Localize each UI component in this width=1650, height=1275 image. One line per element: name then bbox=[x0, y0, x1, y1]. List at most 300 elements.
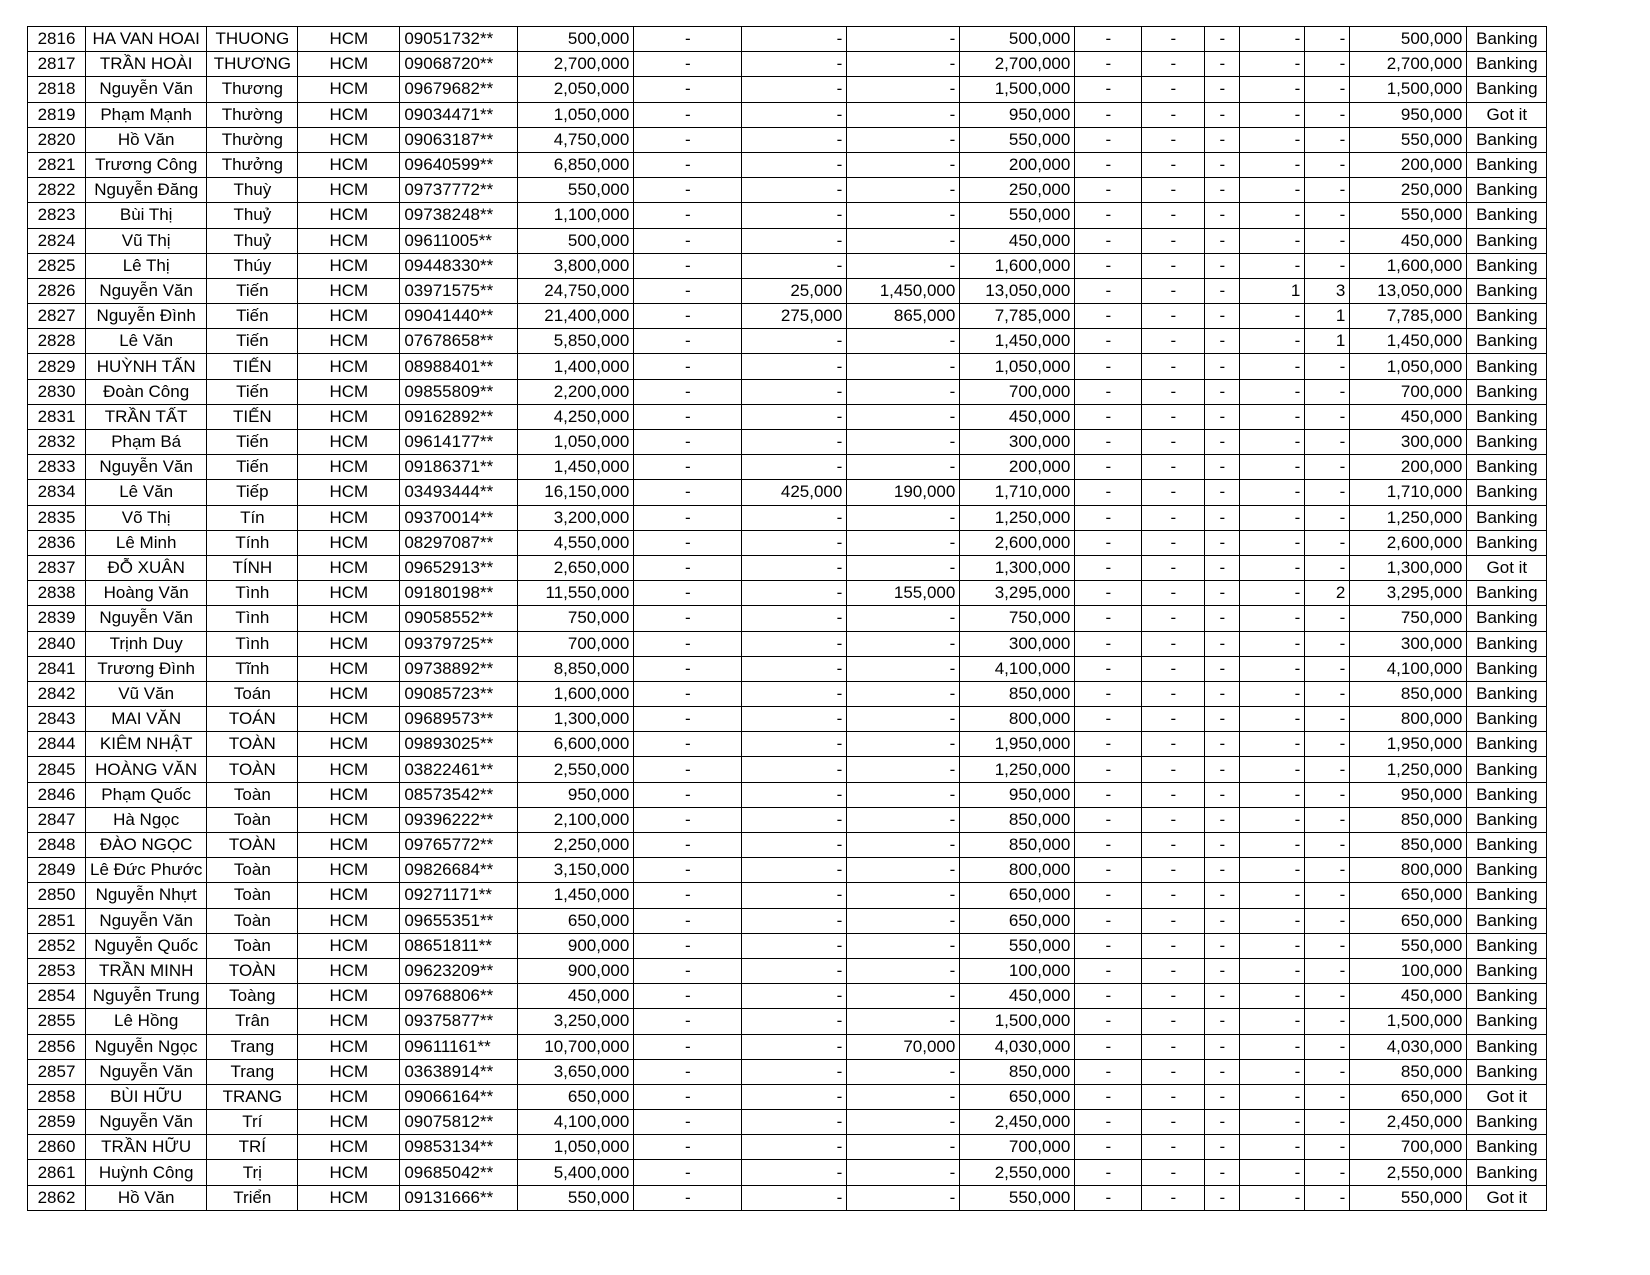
col-m-cell: - bbox=[1205, 1160, 1240, 1185]
payable-cell: 300,000 bbox=[960, 631, 1075, 656]
total-cell: 100,000 bbox=[1350, 958, 1467, 983]
col-k-cell: - bbox=[1075, 404, 1142, 429]
col-i-cell: - bbox=[847, 354, 960, 379]
col-k-cell: - bbox=[1075, 1009, 1142, 1034]
col-m-cell: - bbox=[1205, 1009, 1240, 1034]
payable-cell: 1,250,000 bbox=[960, 757, 1075, 782]
col-h-cell: - bbox=[742, 732, 847, 757]
total-cell: 850,000 bbox=[1350, 807, 1467, 832]
total-cell: 450,000 bbox=[1350, 404, 1467, 429]
col-i-cell: - bbox=[847, 430, 960, 455]
col-n-cell: - bbox=[1240, 958, 1305, 983]
amount-cell: 2,650,000 bbox=[518, 555, 634, 580]
col-g-cell: - bbox=[634, 505, 742, 530]
table-row bbox=[28, 707, 1547, 732]
city-cell: HCM bbox=[298, 52, 400, 77]
phone-cell: 09370014** bbox=[400, 505, 518, 530]
city-cell: HCM bbox=[298, 555, 400, 580]
col-n-cell: - bbox=[1240, 480, 1305, 505]
payment-method-cell: Banking bbox=[1467, 480, 1547, 505]
col-m-cell: - bbox=[1205, 505, 1240, 530]
col-o-cell: - bbox=[1305, 102, 1350, 127]
col-k-cell: - bbox=[1075, 732, 1142, 757]
col-n-cell: - bbox=[1240, 379, 1305, 404]
payable-cell: 950,000 bbox=[960, 102, 1075, 127]
phone-cell: 09655351** bbox=[400, 908, 518, 933]
col-g-cell: - bbox=[634, 1034, 742, 1059]
col-o-cell: - bbox=[1305, 253, 1350, 278]
col-o-cell: - bbox=[1305, 27, 1350, 52]
col-k-cell: - bbox=[1075, 555, 1142, 580]
col-h-cell: - bbox=[742, 178, 847, 203]
amount-cell: 3,150,000 bbox=[518, 858, 634, 883]
stt-cell: 2829 bbox=[28, 354, 86, 379]
amount-cell: 21,400,000 bbox=[518, 304, 634, 329]
col-i-cell: - bbox=[847, 1135, 960, 1160]
stt-cell: 2858 bbox=[28, 1084, 86, 1109]
surname-cell: Trương Đình bbox=[86, 656, 207, 681]
total-cell: 550,000 bbox=[1350, 203, 1467, 228]
col-o-cell: - bbox=[1305, 858, 1350, 883]
col-h-cell: - bbox=[742, 581, 847, 606]
col-m-cell: - bbox=[1205, 883, 1240, 908]
col-n-cell: - bbox=[1240, 555, 1305, 580]
payment-method-cell: Got it bbox=[1467, 555, 1547, 580]
surname-cell: Nguyễn Đình bbox=[86, 304, 207, 329]
total-cell: 950,000 bbox=[1350, 782, 1467, 807]
col-k-cell: - bbox=[1075, 883, 1142, 908]
phone-cell: 09738892** bbox=[400, 656, 518, 681]
total-cell: 200,000 bbox=[1350, 152, 1467, 177]
col-o-cell: 1 bbox=[1305, 329, 1350, 354]
col-k-cell: - bbox=[1075, 681, 1142, 706]
col-h-cell: - bbox=[742, 757, 847, 782]
col-i-cell: - bbox=[847, 329, 960, 354]
col-h-cell: - bbox=[742, 681, 847, 706]
table-row bbox=[28, 127, 1547, 152]
col-h-cell: 25,000 bbox=[742, 278, 847, 303]
given-name-cell: Toàn bbox=[207, 883, 298, 908]
col-l-cell: - bbox=[1142, 606, 1205, 631]
col-g-cell: - bbox=[634, 253, 742, 278]
col-l-cell: - bbox=[1142, 1084, 1205, 1109]
col-m-cell: - bbox=[1205, 1084, 1240, 1109]
table-row bbox=[28, 1135, 1547, 1160]
payable-cell: 950,000 bbox=[960, 782, 1075, 807]
phone-cell: 09893025** bbox=[400, 732, 518, 757]
table-row bbox=[28, 178, 1547, 203]
col-o-cell: - bbox=[1305, 505, 1350, 530]
given-name-cell: THUONG bbox=[207, 27, 298, 52]
payment-method-cell: Banking bbox=[1467, 203, 1547, 228]
col-k-cell: - bbox=[1075, 1110, 1142, 1135]
amount-cell: 3,650,000 bbox=[518, 1059, 634, 1084]
amount-cell: 16,150,000 bbox=[518, 480, 634, 505]
col-i-cell: - bbox=[847, 455, 960, 480]
col-i-cell: - bbox=[847, 505, 960, 530]
payable-cell: 650,000 bbox=[960, 908, 1075, 933]
table-row bbox=[28, 253, 1547, 278]
col-k-cell: - bbox=[1075, 656, 1142, 681]
table-row bbox=[28, 77, 1547, 102]
col-l-cell: - bbox=[1142, 127, 1205, 152]
total-cell: 450,000 bbox=[1350, 984, 1467, 1009]
col-o-cell: - bbox=[1305, 127, 1350, 152]
total-cell: 2,700,000 bbox=[1350, 52, 1467, 77]
col-h-cell: - bbox=[742, 253, 847, 278]
table-row bbox=[28, 606, 1547, 631]
col-g-cell: - bbox=[634, 530, 742, 555]
col-m-cell: - bbox=[1205, 102, 1240, 127]
stt-cell: 2827 bbox=[28, 304, 86, 329]
stt-cell: 2833 bbox=[28, 455, 86, 480]
col-h-cell: - bbox=[742, 782, 847, 807]
col-n-cell: - bbox=[1240, 455, 1305, 480]
col-i-cell: 1,450,000 bbox=[847, 278, 960, 303]
col-n-cell: - bbox=[1240, 1034, 1305, 1059]
phone-cell: 08297087** bbox=[400, 530, 518, 555]
col-g-cell: - bbox=[634, 958, 742, 983]
payable-cell: 500,000 bbox=[960, 27, 1075, 52]
table-row bbox=[28, 656, 1547, 681]
col-l-cell: - bbox=[1142, 656, 1205, 681]
payment-method-cell: Banking bbox=[1467, 152, 1547, 177]
given-name-cell: Thưởng bbox=[207, 152, 298, 177]
total-cell: 1,250,000 bbox=[1350, 505, 1467, 530]
col-l-cell: - bbox=[1142, 732, 1205, 757]
given-name-cell: Thương bbox=[207, 77, 298, 102]
table-row bbox=[28, 1185, 1547, 1210]
given-name-cell: THƯƠNG bbox=[207, 52, 298, 77]
col-k-cell: - bbox=[1075, 833, 1142, 858]
payable-cell: 7,785,000 bbox=[960, 304, 1075, 329]
amount-cell: 2,250,000 bbox=[518, 833, 634, 858]
payable-cell: 250,000 bbox=[960, 178, 1075, 203]
phone-cell: 09448330** bbox=[400, 253, 518, 278]
phone-cell: 09679682** bbox=[400, 77, 518, 102]
col-i-cell: 70,000 bbox=[847, 1034, 960, 1059]
col-n-cell: - bbox=[1240, 1110, 1305, 1135]
col-m-cell: - bbox=[1205, 858, 1240, 883]
col-k-cell: - bbox=[1075, 908, 1142, 933]
given-name-cell: Tiến bbox=[207, 455, 298, 480]
col-k-cell: - bbox=[1075, 329, 1142, 354]
city-cell: HCM bbox=[298, 631, 400, 656]
given-name-cell: Thường bbox=[207, 102, 298, 127]
col-h-cell: - bbox=[742, 833, 847, 858]
payment-method-cell: Banking bbox=[1467, 1160, 1547, 1185]
col-i-cell: - bbox=[847, 732, 960, 757]
total-cell: 2,600,000 bbox=[1350, 530, 1467, 555]
col-g-cell: - bbox=[634, 127, 742, 152]
col-g-cell: - bbox=[634, 858, 742, 883]
col-n-cell: - bbox=[1240, 77, 1305, 102]
given-name-cell: Trí bbox=[207, 1110, 298, 1135]
col-g-cell: - bbox=[634, 581, 742, 606]
payment-method-cell: Banking bbox=[1467, 1059, 1547, 1084]
col-i-cell: - bbox=[847, 606, 960, 631]
surname-cell: TRẦN HOÀI bbox=[86, 52, 207, 77]
phone-cell: 03822461** bbox=[400, 757, 518, 782]
col-k-cell: - bbox=[1075, 178, 1142, 203]
phone-cell: 09051732** bbox=[400, 27, 518, 52]
col-o-cell: - bbox=[1305, 1110, 1350, 1135]
col-o-cell: - bbox=[1305, 833, 1350, 858]
ledger-body bbox=[28, 27, 1547, 1211]
col-n-cell: - bbox=[1240, 707, 1305, 732]
col-h-cell: - bbox=[742, 329, 847, 354]
payment-method-cell: Banking bbox=[1467, 278, 1547, 303]
col-i-cell: - bbox=[847, 631, 960, 656]
col-h-cell: - bbox=[742, 52, 847, 77]
col-g-cell: - bbox=[634, 480, 742, 505]
given-name-cell: Tiến bbox=[207, 379, 298, 404]
stt-cell: 2859 bbox=[28, 1110, 86, 1135]
col-i-cell: - bbox=[847, 1084, 960, 1109]
col-n-cell: - bbox=[1240, 1160, 1305, 1185]
given-name-cell: Thường bbox=[207, 127, 298, 152]
total-cell: 1,950,000 bbox=[1350, 732, 1467, 757]
col-o-cell: - bbox=[1305, 883, 1350, 908]
col-l-cell: - bbox=[1142, 933, 1205, 958]
stt-cell: 2817 bbox=[28, 52, 86, 77]
payment-method-cell: Banking bbox=[1467, 1009, 1547, 1034]
city-cell: HCM bbox=[298, 1059, 400, 1084]
payment-method-cell: Banking bbox=[1467, 782, 1547, 807]
total-cell: 1,050,000 bbox=[1350, 354, 1467, 379]
col-i-cell: - bbox=[847, 102, 960, 127]
col-o-cell: - bbox=[1305, 555, 1350, 580]
city-cell: HCM bbox=[298, 1185, 400, 1210]
payment-method-cell: Got it bbox=[1467, 1084, 1547, 1109]
phone-cell: 09379725** bbox=[400, 631, 518, 656]
col-n-cell: - bbox=[1240, 329, 1305, 354]
col-o-cell: - bbox=[1305, 530, 1350, 555]
city-cell: HCM bbox=[298, 102, 400, 127]
amount-cell: 650,000 bbox=[518, 908, 634, 933]
col-h-cell: - bbox=[742, 152, 847, 177]
payable-cell: 550,000 bbox=[960, 1185, 1075, 1210]
city-cell: HCM bbox=[298, 379, 400, 404]
total-cell: 4,100,000 bbox=[1350, 656, 1467, 681]
payable-cell: 4,030,000 bbox=[960, 1034, 1075, 1059]
payable-cell: 1,950,000 bbox=[960, 732, 1075, 757]
surname-cell: Nguyễn Đăng bbox=[86, 178, 207, 203]
table-row bbox=[28, 807, 1547, 832]
col-o-cell: - bbox=[1305, 228, 1350, 253]
payment-method-cell: Banking bbox=[1467, 404, 1547, 429]
city-cell: HCM bbox=[298, 984, 400, 1009]
total-cell: 950,000 bbox=[1350, 102, 1467, 127]
stt-cell: 2826 bbox=[28, 278, 86, 303]
total-cell: 2,450,000 bbox=[1350, 1110, 1467, 1135]
col-m-cell: - bbox=[1205, 581, 1240, 606]
payment-method-cell: Banking bbox=[1467, 1110, 1547, 1135]
phone-cell: 09066164** bbox=[400, 1084, 518, 1109]
table-row bbox=[28, 681, 1547, 706]
col-k-cell: - bbox=[1075, 127, 1142, 152]
stt-cell: 2842 bbox=[28, 681, 86, 706]
total-cell: 300,000 bbox=[1350, 631, 1467, 656]
col-h-cell: - bbox=[742, 555, 847, 580]
table-row bbox=[28, 1009, 1547, 1034]
col-k-cell: - bbox=[1075, 52, 1142, 77]
phone-cell: 03493444** bbox=[400, 480, 518, 505]
payable-cell: 1,600,000 bbox=[960, 253, 1075, 278]
phone-cell: 08573542** bbox=[400, 782, 518, 807]
table-row bbox=[28, 203, 1547, 228]
surname-cell: BÙI HỮU bbox=[86, 1084, 207, 1109]
col-o-cell: - bbox=[1305, 707, 1350, 732]
payment-method-cell: Banking bbox=[1467, 379, 1547, 404]
col-k-cell: - bbox=[1075, 631, 1142, 656]
given-name-cell: Thuỷ bbox=[207, 203, 298, 228]
col-n-cell: - bbox=[1240, 807, 1305, 832]
given-name-cell: Tiến bbox=[207, 430, 298, 455]
surname-cell: Trương Công bbox=[86, 152, 207, 177]
amount-cell: 950,000 bbox=[518, 782, 634, 807]
col-l-cell: - bbox=[1142, 253, 1205, 278]
stt-cell: 2834 bbox=[28, 480, 86, 505]
payment-method-cell: Banking bbox=[1467, 228, 1547, 253]
city-cell: HCM bbox=[298, 178, 400, 203]
col-m-cell: - bbox=[1205, 530, 1240, 555]
col-k-cell: - bbox=[1075, 1084, 1142, 1109]
col-m-cell: - bbox=[1205, 253, 1240, 278]
col-i-cell: - bbox=[847, 883, 960, 908]
table-row bbox=[28, 1160, 1547, 1185]
col-n-cell: - bbox=[1240, 1135, 1305, 1160]
table-row bbox=[28, 304, 1547, 329]
col-m-cell: - bbox=[1205, 1110, 1240, 1135]
col-m-cell: - bbox=[1205, 304, 1240, 329]
amount-cell: 1,450,000 bbox=[518, 883, 634, 908]
given-name-cell: TOÀN bbox=[207, 833, 298, 858]
col-m-cell: - bbox=[1205, 984, 1240, 1009]
col-h-cell: - bbox=[742, 984, 847, 1009]
table-row bbox=[28, 530, 1547, 555]
city-cell: HCM bbox=[298, 1084, 400, 1109]
table-row bbox=[28, 52, 1547, 77]
surname-cell: Nguyễn Ngọc bbox=[86, 1034, 207, 1059]
col-g-cell: - bbox=[634, 707, 742, 732]
col-k-cell: - bbox=[1075, 807, 1142, 832]
col-k-cell: - bbox=[1075, 1034, 1142, 1059]
stt-cell: 2819 bbox=[28, 102, 86, 127]
surname-cell: Nguyễn Quốc bbox=[86, 933, 207, 958]
surname-cell: Lê Minh bbox=[86, 530, 207, 555]
phone-cell: 08988401** bbox=[400, 354, 518, 379]
surname-cell: TRẦN MINH bbox=[86, 958, 207, 983]
col-n-cell: - bbox=[1240, 430, 1305, 455]
col-h-cell: - bbox=[742, 1185, 847, 1210]
col-g-cell: - bbox=[634, 1084, 742, 1109]
table-row bbox=[28, 379, 1547, 404]
amount-cell: 2,550,000 bbox=[518, 757, 634, 782]
city-cell: HCM bbox=[298, 681, 400, 706]
amount-cell: 4,550,000 bbox=[518, 530, 634, 555]
amount-cell: 3,200,000 bbox=[518, 505, 634, 530]
city-cell: HCM bbox=[298, 430, 400, 455]
col-g-cell: - bbox=[634, 52, 742, 77]
col-i-cell: - bbox=[847, 203, 960, 228]
col-n-cell: - bbox=[1240, 782, 1305, 807]
phone-cell: 09041440** bbox=[400, 304, 518, 329]
surname-cell: Lê Thị bbox=[86, 253, 207, 278]
surname-cell: Nguyễn Trung bbox=[86, 984, 207, 1009]
col-k-cell: - bbox=[1075, 102, 1142, 127]
table-row bbox=[28, 933, 1547, 958]
city-cell: HCM bbox=[298, 757, 400, 782]
given-name-cell: TOÀN bbox=[207, 757, 298, 782]
payment-ledger-table bbox=[27, 26, 1547, 1211]
col-n-cell: - bbox=[1240, 178, 1305, 203]
col-l-cell: - bbox=[1142, 833, 1205, 858]
payable-cell: 200,000 bbox=[960, 152, 1075, 177]
stt-cell: 2862 bbox=[28, 1185, 86, 1210]
col-o-cell: - bbox=[1305, 1009, 1350, 1034]
surname-cell: Nguyễn Văn bbox=[86, 1110, 207, 1135]
col-o-cell: - bbox=[1305, 757, 1350, 782]
payment-method-cell: Banking bbox=[1467, 807, 1547, 832]
amount-cell: 450,000 bbox=[518, 984, 634, 1009]
col-n-cell: - bbox=[1240, 984, 1305, 1009]
col-n-cell: - bbox=[1240, 304, 1305, 329]
amount-cell: 650,000 bbox=[518, 1084, 634, 1109]
col-g-cell: - bbox=[634, 883, 742, 908]
table-row bbox=[28, 833, 1547, 858]
col-m-cell: - bbox=[1205, 480, 1240, 505]
col-i-cell: - bbox=[847, 27, 960, 52]
payment-method-cell: Banking bbox=[1467, 77, 1547, 102]
surname-cell: HOÀNG VĂN bbox=[86, 757, 207, 782]
col-m-cell: - bbox=[1205, 757, 1240, 782]
payable-cell: 850,000 bbox=[960, 681, 1075, 706]
col-h-cell: - bbox=[742, 77, 847, 102]
col-i-cell: - bbox=[847, 782, 960, 807]
given-name-cell: TIẾN bbox=[207, 354, 298, 379]
col-l-cell: - bbox=[1142, 304, 1205, 329]
phone-cell: 09738248** bbox=[400, 203, 518, 228]
col-h-cell: - bbox=[742, 606, 847, 631]
col-o-cell: - bbox=[1305, 656, 1350, 681]
col-o-cell: - bbox=[1305, 52, 1350, 77]
given-name-cell: Toán bbox=[207, 681, 298, 706]
col-o-cell: - bbox=[1305, 203, 1350, 228]
col-l-cell: - bbox=[1142, 152, 1205, 177]
city-cell: HCM bbox=[298, 1110, 400, 1135]
stt-cell: 2821 bbox=[28, 152, 86, 177]
col-l-cell: - bbox=[1142, 1110, 1205, 1135]
phone-cell: 09058552** bbox=[400, 606, 518, 631]
payable-cell: 800,000 bbox=[960, 858, 1075, 883]
surname-cell: Vũ Văn bbox=[86, 681, 207, 706]
col-g-cell: - bbox=[634, 656, 742, 681]
payable-cell: 1,300,000 bbox=[960, 555, 1075, 580]
amount-cell: 2,050,000 bbox=[518, 77, 634, 102]
stt-cell: 2847 bbox=[28, 807, 86, 832]
surname-cell: Phạm Quốc bbox=[86, 782, 207, 807]
payable-cell: 550,000 bbox=[960, 203, 1075, 228]
col-o-cell: - bbox=[1305, 1059, 1350, 1084]
phone-cell: 09034471** bbox=[400, 102, 518, 127]
amount-cell: 1,400,000 bbox=[518, 354, 634, 379]
col-k-cell: - bbox=[1075, 1160, 1142, 1185]
table-row bbox=[28, 152, 1547, 177]
phone-cell: 09614177** bbox=[400, 430, 518, 455]
surname-cell: Trịnh Duy bbox=[86, 631, 207, 656]
phone-cell: 09623209** bbox=[400, 958, 518, 983]
